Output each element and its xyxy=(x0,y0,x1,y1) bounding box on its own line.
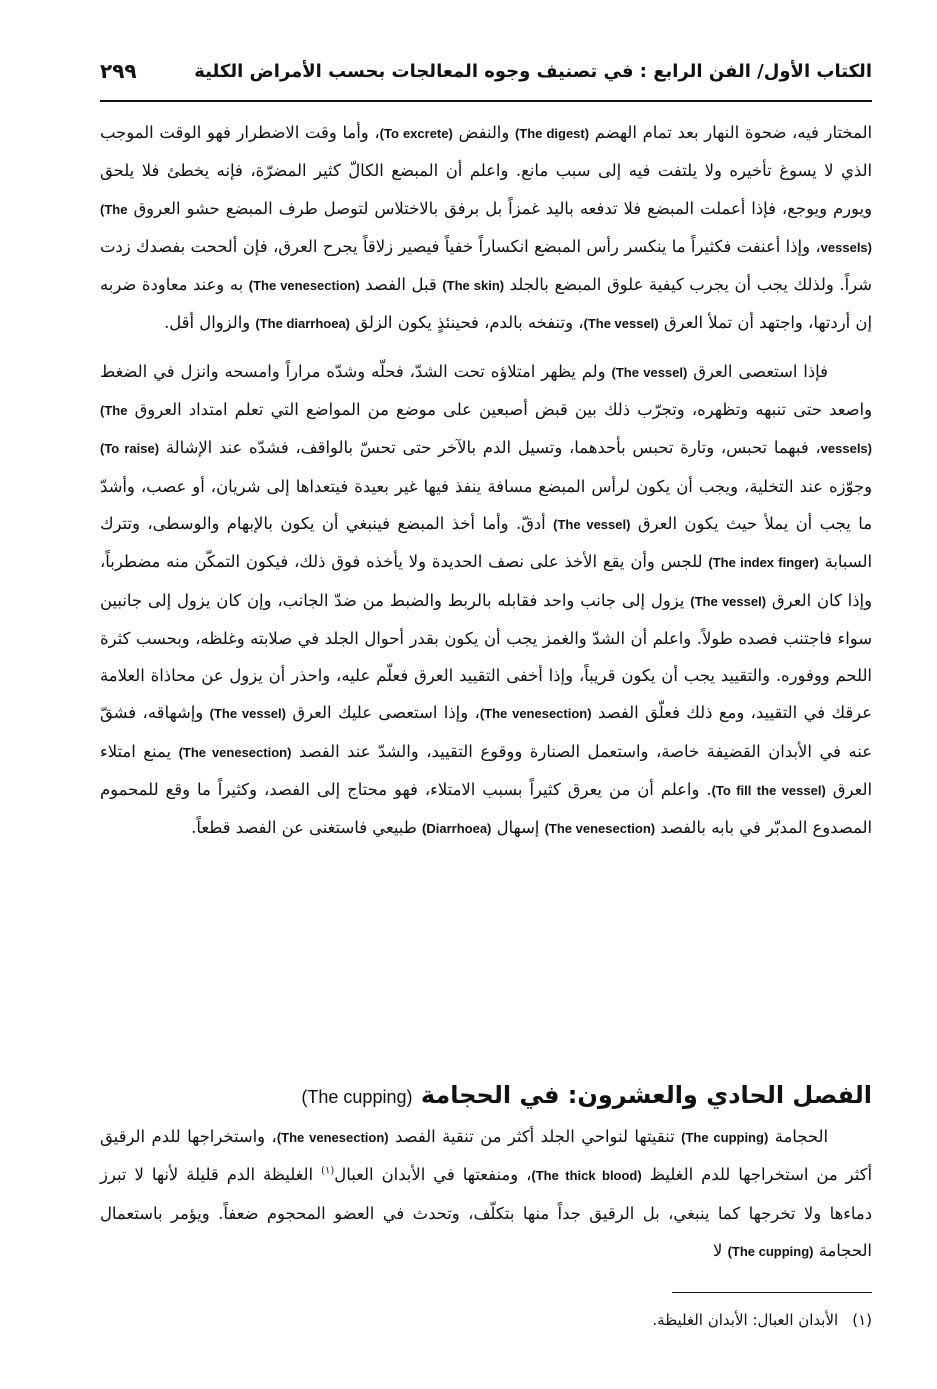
text-run: إسهال xyxy=(496,818,540,838)
english-term: (The vessels) xyxy=(100,403,872,457)
english-term: (The vessel) xyxy=(583,316,659,332)
english-term: (The skin) xyxy=(442,278,505,294)
text-run: والزوال أقل. xyxy=(164,313,251,333)
page-header xyxy=(100,46,872,96)
english-term: (To excrete) xyxy=(379,126,453,141)
english-term: (The venesection) xyxy=(544,821,656,837)
chapter-heading xyxy=(100,1070,872,1120)
english-term: (The vessel) xyxy=(209,706,286,722)
paragraph xyxy=(100,1118,872,1270)
text-run: يمنع امتلاء العرق xyxy=(100,741,872,800)
english-term: (The venesection) xyxy=(276,1130,389,1145)
text-run: وإشهاقه، فشقّ عنه في الأبدان القضيفة خاصة، واستعمل الصنارة ووقوع التقييد، والشدّ عند الفصد xyxy=(100,703,873,761)
english-term: (The index finger) xyxy=(708,555,819,571)
section-cupping xyxy=(100,1118,872,1270)
text-run: طبيعي فاستغنى عن الفصد قطعاً. xyxy=(191,818,417,838)
text-run: قبل الفصد xyxy=(365,275,437,295)
running-title: الكتاب الأول/ الفن الرابع : في تصنيف وجوه المعالجات بحسب الأمراض الكلية xyxy=(194,60,872,82)
footnote-text: الأبدان العبال: الأبدان الغليظة. xyxy=(652,1311,839,1329)
text-run: يزول إلى جانب واحد فقابله بالربط والضبط من ضدّ الجانب، وإن كان يزول إلى جانبين سواء فاجتنب فصده طولاً. واعلم أن الشدّ والغمز يجب أن يكون بقدر أحوال الجلد في صلابته وغلظه، وبحسب كثرة اللحم ووفوره. والتقييد يجب أن يكون قريباً، وإذا أخفى التقييد العرق فعلّم عليه، واحذر أن يزول عن محاذاة العلامة عرقك في التقييد، ومع ذلك فعلّق الفصد xyxy=(100,590,873,723)
text-run: به وعند معاودة ضربه إن أردتها، واجتهد أن تملأ العرق xyxy=(100,275,872,333)
english-term: (The vessel) xyxy=(690,593,767,609)
english-term: (The diarrhoea) xyxy=(255,316,351,332)
english-term: (To fill the vessel) xyxy=(711,783,826,799)
text-run: ، وأما وقت الاضطرار فهو الوقت الموجب الذي لا يسوغ تأخيره ولا يلتفت فيه إلى سبب مانع. واعلم أن المبضع الكالّ كثير المضرّة، فإنه يخطئ فلا يلحق ويورم ويوجع، فإذا أعملت المبضع فلا تدفعه باليد غمزاً بل برفق بالاختلاس لتوصل طرف المبضع حشو العروق xyxy=(100,123,872,218)
text-run: أدقّ. وأما أخذ المبضع فينبغي أن يكون بالإبهام والوسطى، وتترك السبابة xyxy=(100,513,873,572)
footnote-reference[interactable]: (١) xyxy=(321,1165,335,1177)
english-term: (The venesection) xyxy=(248,278,360,294)
text-run: للجس وأن يقع الأخذ على نصف الحديدة ولا يأخذه فوق ذلك، فيكون التمكّن منه مضطرباً، وإذا كان العرق xyxy=(100,552,872,610)
text-run: ، وإذا أعنفت فكثيراً ما ينكسر رأس المبضع انكساراً خفياً فيصير زلاقاً يجرح العرق، فإن ألححت بفصدك زدت شراً. ولذلك يجب أن يجرب كيفية علوق المبضع بالجلد xyxy=(100,236,872,295)
text-run: وجوّزه عند التخلية، ويجب أن يكون لرأس المبضع مسافة ينفذ فيها غير بعيدة فيتعداها إلى شريان، أو عصب، وأشدّ ما يجب أن يملأ حيث يكون العرق xyxy=(100,476,872,533)
footnote xyxy=(100,1306,872,1334)
text-run: ، فبهما تحبس، وتارة تحبس بأحدهما، وتسيل الدم بالآخر حتى تحسّ بالواقف، فشدّه عند الإشالة xyxy=(165,438,821,458)
text-run: فإذا استعصى العرق xyxy=(693,361,828,381)
english-term: (The vessel) xyxy=(553,516,631,532)
chapter-title-english: (The cupping) xyxy=(301,1087,413,1107)
section-venesection xyxy=(100,114,872,848)
header-rule xyxy=(100,100,872,102)
text-run: ولم يظهر امتلاؤه تحت الشدّ، فحلّه وشدّه مراراً وامسحه وانزل في الضغط واصعد حتى تنبهه وتظهره، وتجرّب ذلك بين قبض أصبعين على موضع من المواضع التي تعلم امتداد العروق xyxy=(100,361,872,420)
text-run: لا xyxy=(712,1240,723,1260)
english-term: (To raise) xyxy=(100,441,160,457)
text-run: والنفض xyxy=(458,123,510,142)
paragraph xyxy=(100,353,872,848)
english-term: (The cupping) xyxy=(681,1130,769,1145)
english-term: (Diarrhoea) xyxy=(422,821,492,837)
text-run: ، واستخراجها للدم الرقيق أكثر من استخراجها للدم الغليظ xyxy=(100,1127,873,1185)
text-run: ، وتنفخه بالدم، فحينئذٍ يكون الزلق xyxy=(355,313,584,333)
english-term: (The venesection) xyxy=(178,744,292,760)
paragraph xyxy=(100,114,872,343)
text-run: المختار فيه، ضحوة النهار بعد تمام الهضم xyxy=(594,123,873,142)
text-run: ، ومنفعتها في الأبدان العبال xyxy=(334,1165,532,1185)
footnote-rule xyxy=(672,1292,872,1293)
english-term: (The digest) xyxy=(514,126,590,141)
footnote-marker: (١) xyxy=(852,1311,872,1329)
text-run: ، وإذا استعصى عليك العرق xyxy=(292,703,480,723)
english-term: (The thick blood) xyxy=(531,1168,642,1184)
text-run: . واعلم أن من يعرق كثيراً بسبب الامتلاء، فهو محتاج إلى الفصد، وكثيراً ما وقع للمحموم المصدوع المدبّر في بابه بالفصد xyxy=(100,780,872,838)
english-term: (The cupping) xyxy=(727,1243,814,1259)
english-term: (The vessel) xyxy=(611,364,688,380)
text-run: الحجامة xyxy=(774,1127,829,1146)
english-term: (The vessels) xyxy=(100,201,872,255)
text-run: الغليظة الدم قليلة لأنها لا تبرز دماءها ولا تخرجها كما ينبغي، بل الرقيق جداً منها بتكلّف، وتحدث في العضو المحجوم ضعفاً. ويؤمر باستعمال الحجامة xyxy=(100,1165,872,1260)
page-number: ٢٩٩ xyxy=(100,59,137,83)
chapter-title-arabic: الفصل الحادي والعشرون: في الحجامة xyxy=(420,1081,872,1109)
english-term: (The venesection) xyxy=(479,706,592,722)
text-run: تنقيتها لنواحي الجلد أكثر من تنقية الفصد xyxy=(395,1127,675,1146)
